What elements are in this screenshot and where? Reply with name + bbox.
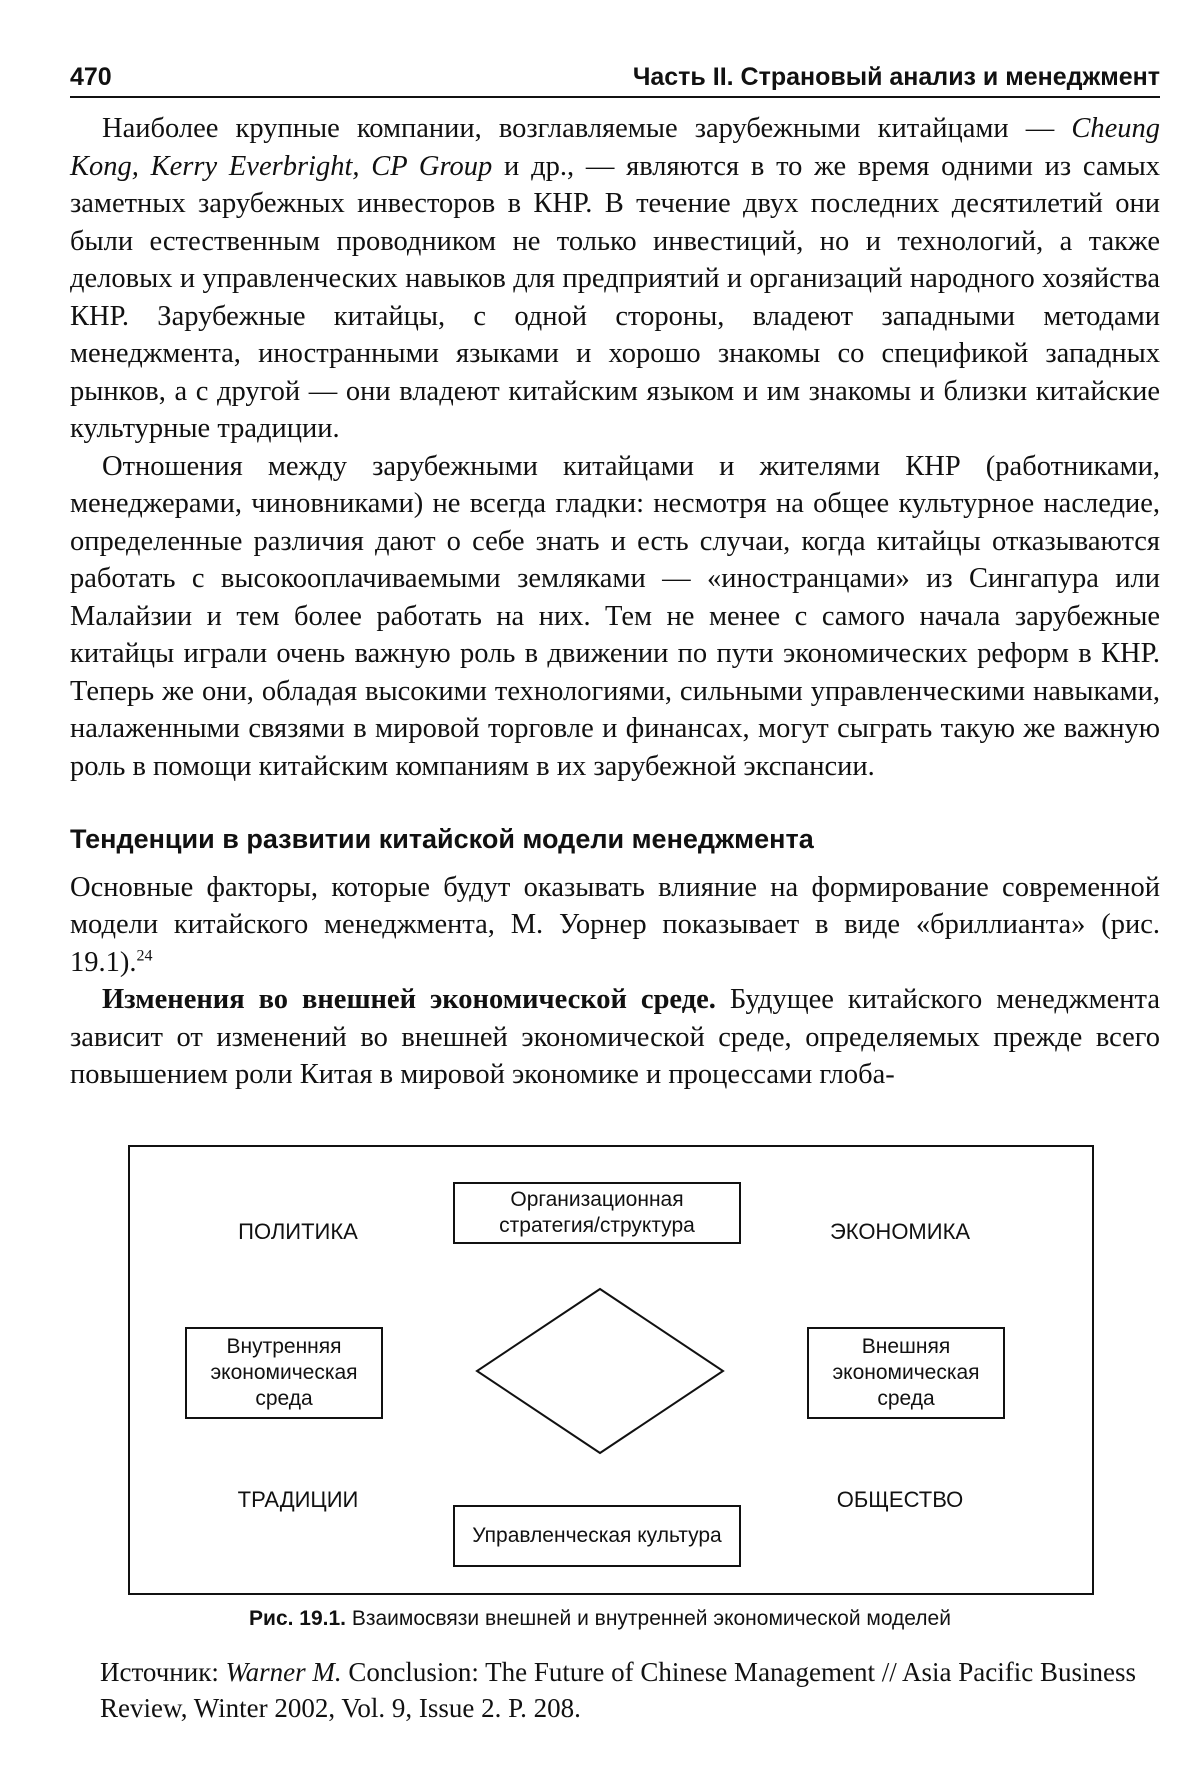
paragraph-3 (70, 869, 1160, 982)
caption-label: Рис. 19.1. (249, 1607, 347, 1630)
caption-text: Взаимосвязи внешней и внутренней экономической моделей (346, 1607, 951, 1630)
source-text: Conclusion: The Future of Chinese Management // Asia Pacific Business Review, Winter 2002, Vol. 9, Issue 2. P. 208. (100, 1657, 1136, 1723)
para4-text: Будущее китайского менеджмента зависит от изменений во внешней экономической среде, определяемых прежде всего повышением роли Китая в мировой экономике и процессами глоба- (70, 984, 1160, 1090)
paragraph-4 (70, 981, 1160, 1094)
paragraph-1 (70, 110, 1160, 448)
box-org-strategy: Организационная стратегия/структура (453, 1182, 741, 1244)
footnote-ref: 24 (136, 947, 153, 964)
para4-lead: Изменения во внешней экономической среде. (102, 984, 716, 1015)
label-society: ОБЩЕСТВО (836, 1487, 964, 1512)
label-economy: ЭКОНОМИКА (829, 1219, 971, 1244)
box-internal-env: Внутренняя экономическая среда (185, 1327, 383, 1419)
running-title: Часть II. Страновый анализ и менеджмент (632, 63, 1160, 91)
running-head (70, 40, 1160, 98)
figure-caption (0, 1607, 1200, 1631)
para1-part-b: и др., — являются в то же время одними из самых заметных зарубежных инвесторов в КНР. В течение двух последних десятилетий они были естественным проводником не только инвестиций, но и технологий, а также деловых и управленческих навыков для предприятий и организаций народного хозяйства КНР. Зарубежные китайцы, с одной стороны, владеют западными методами менеджмента, иностранными языками и хорошо знакомы со спецификой западных рынков, а с другой — они владеют китайским языком и им знакомы и близки китайские культурные традиции. (70, 150, 1160, 444)
source-note (100, 1654, 1160, 1726)
para1-part-a: Наиболее крупные компании, возглавляемые зарубежными китайцами — (102, 113, 1072, 144)
paragraph-2: Отношения между зарубежными китайцами и жителями КНР (работниками, менеджерами, чиновниками) не всегда гладки: несмотря на общее культурное наследие, определенные различия дают о себе знать и есть случаи, когда китайцы отказываются работать с высокооплачиваемыми земляками — «иностранцами» из Сингапура или Малайзии и тем более работать на них. Тем не менее с самого начала зарубежные китайцы играли очень важную роль в движении по пути экономических реформ в КНР. Теперь же они, обладая высокими технологиями, сильными управленческими навыками, налаженными связями в мировой торговле и финансах, могут сыграть такую же важную роль в помощи китайским компаниям в их зарубежной экспансии. (70, 450, 1160, 782)
box-mgmt-culture: Управленческая культура (453, 1505, 741, 1567)
label-politics: ПОЛИТИКА (238, 1219, 358, 1244)
source-label: Источник: (100, 1657, 226, 1687)
para3-text: Основные факторы, которые будут оказывать влияние на формирование современной модели китайского менеджмента, М. Уорнер показывает в виде «бриллианта» (рис. 19.1). (70, 871, 1160, 978)
diamond-shape (475, 1287, 725, 1455)
box-external-env: Внешняя экономическая среда (807, 1327, 1005, 1419)
source-author: Warner M. (225, 1657, 342, 1687)
section-heading: Тенденции в развитии китайской модели менеджмента (70, 824, 814, 854)
label-traditions: ТРАДИЦИИ (237, 1487, 359, 1512)
company-names: Cheung Kong, Kerry Everbright, CP Group (70, 113, 1160, 182)
book-page (70, 40, 1160, 1094)
figure-diamond-diagram (128, 1145, 1094, 1595)
page-number: 470 (70, 63, 112, 91)
body-text (70, 110, 1160, 1094)
